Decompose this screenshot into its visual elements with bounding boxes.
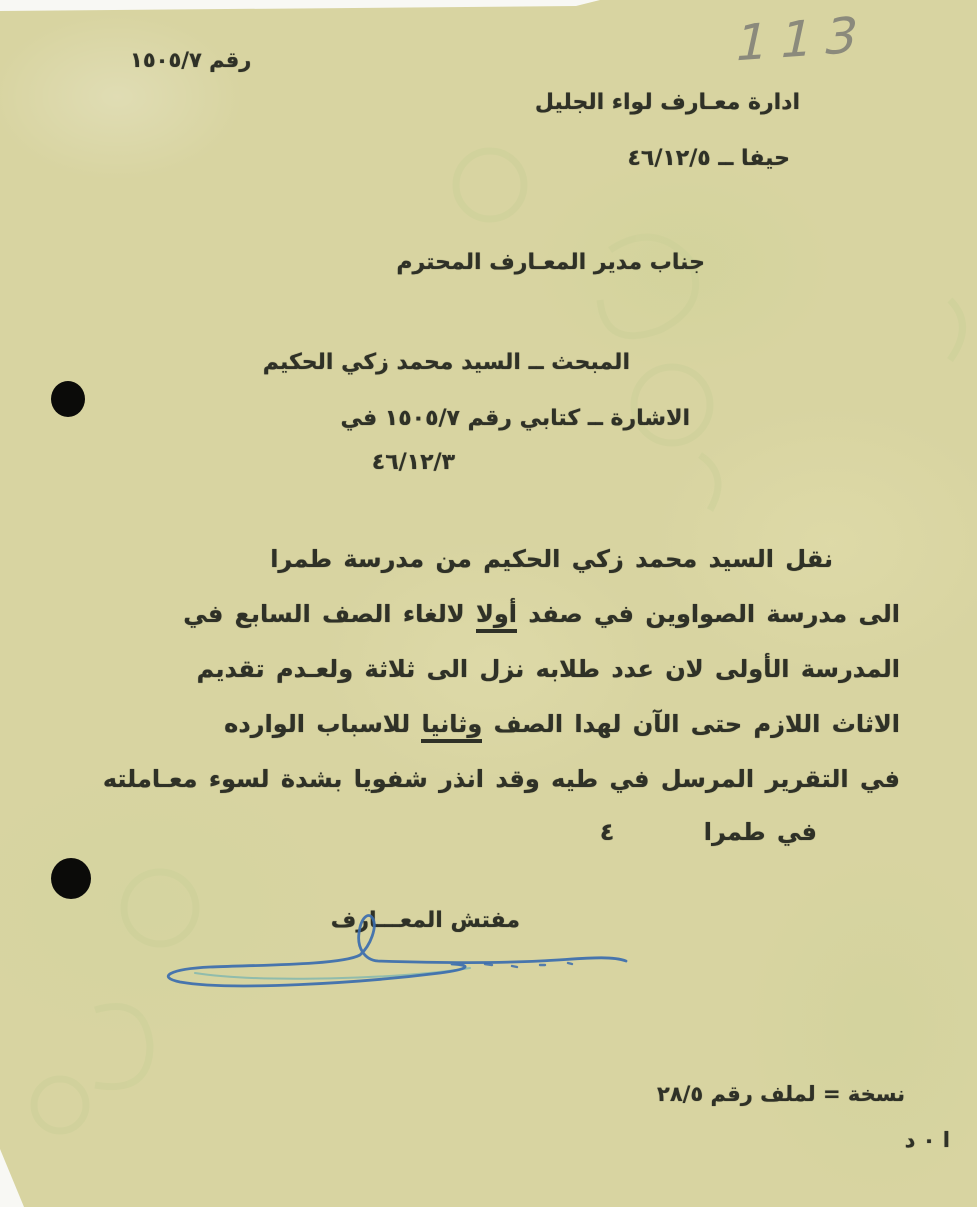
body-line-6-text: في طمرا [703, 818, 817, 846]
handwritten-page-number: 113 [729, 5, 876, 73]
body-line-1: نقل السيد محمد زكي الحكيم من مدرسة طمرا [270, 545, 833, 573]
document-number: رقم ١٥٠٥/٧ [130, 48, 252, 72]
punch-hole-bottom [51, 858, 91, 899]
body-line-4-underlined: وثانيا [421, 710, 482, 743]
salutation-line: جناب مدير المعـارف المحترم [396, 250, 705, 275]
copy-note: نسخة = لملف رقم ٢٨/٥ [657, 1082, 905, 1106]
signatory-title: مفتش المعـــارف [330, 908, 520, 933]
body-line-6-mark: ٤ [599, 818, 615, 846]
body-line-4-end: للاسباب الوارده [224, 710, 411, 738]
letterhead-place-date: حيفا ــ ٤٦/١٢/٥ [627, 146, 790, 171]
reference-line: الاشارة ــ كتابي رقم ١٥٠٥/٧ في [340, 406, 690, 431]
body-line-2-end: لالغاء الصف السابع في [183, 600, 465, 628]
subject-line: المبحث ــ السيد محمد زكي الحكيم [262, 350, 630, 375]
punch-hole-top [51, 381, 85, 417]
body-line-3: المدرسة الأولى لان عدد طلابه نزل الى ثلاثة ولعـدم تقديم [196, 655, 900, 683]
clerk-initials: ا ٠ د [904, 1128, 950, 1152]
body-line-2 [183, 600, 900, 628]
body-line-6 [600, 818, 817, 846]
reference-date: ٤٦/١٢/٣ [371, 450, 455, 475]
body-line-4 [224, 710, 900, 738]
body-line-2-underlined: أولا [476, 600, 517, 633]
letterhead-department: ادارة معـارف لواء الجليل [534, 90, 800, 115]
body-line-2-start: الى مدرسة الصواوين في صفد [528, 600, 900, 628]
signature-ink [140, 903, 640, 1003]
body-line-4-start: الاثاث اللازم حتى الآن لهدا الصف [493, 710, 900, 738]
body-line-5: في التقرير المرسل في طيه وقد انذر شفويا بشدة لسوء معـاملته [102, 765, 900, 793]
